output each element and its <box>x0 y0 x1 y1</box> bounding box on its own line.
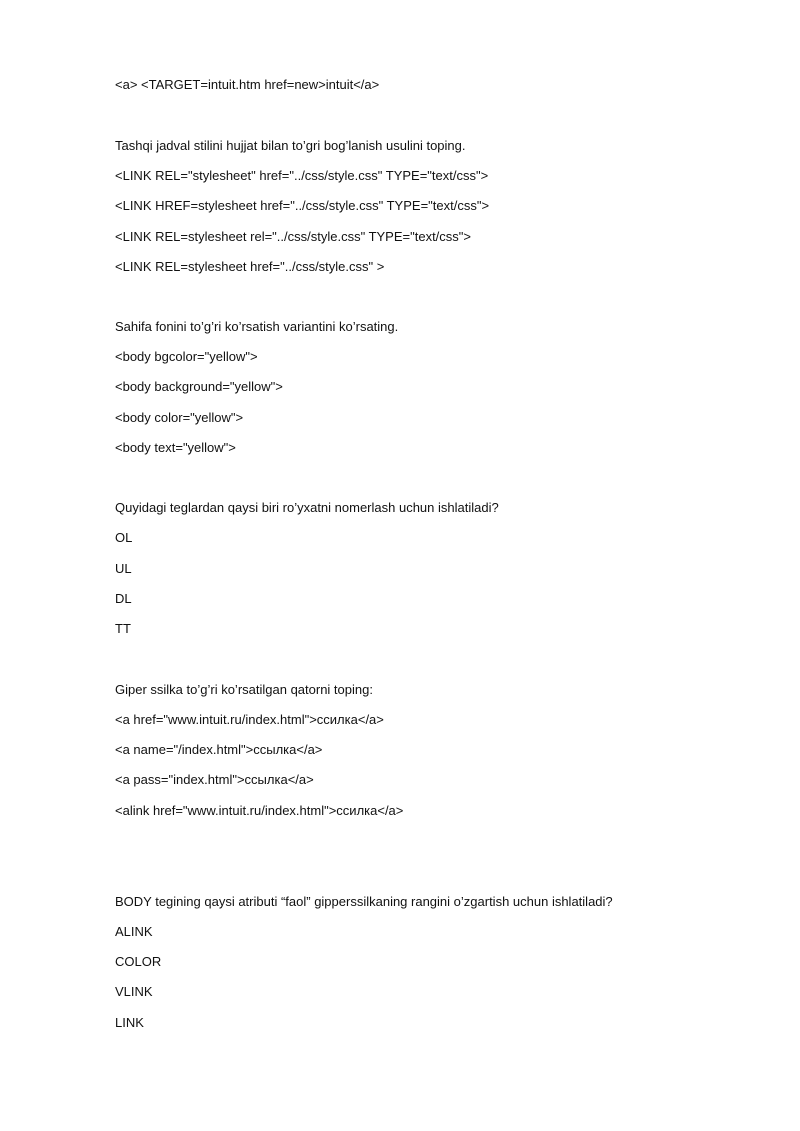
answer-option: DL <box>115 591 132 606</box>
answer-option: <body bgcolor="yellow"> <box>115 349 258 364</box>
answer-option: LINK <box>115 1015 144 1030</box>
question-text: Tashqi jadval stilini hujjat bilan to’gri bog’lanish usulini toping. <box>115 138 466 153</box>
question-text: Sahifa fonini to’g’ri ko’rsatish variantini ko’rsating. <box>115 319 399 334</box>
answer-option: UL <box>115 561 132 576</box>
answer-option: <body color="yellow"> <box>115 410 244 425</box>
answer-option: <body background="yellow"> <box>115 379 283 394</box>
answer-option: VLINK <box>115 984 153 999</box>
answer-option: <a name="/index.html">ссылка</a> <box>115 742 323 757</box>
answer-option: <a pass="index.html">ссылка</a> <box>115 772 314 787</box>
answer-option: <LINK HREF=stylesheet href="../css/style.css" TYPE="text/css"> <box>115 198 490 213</box>
question-text: Quyidagi teglardan qaysi biri ro’yxatni nomerlash uchun ishlatiladi? <box>115 500 499 515</box>
answer-option: <alink href="www.intuit.ru/index.html">ссилка</a> <box>115 803 404 818</box>
answer-option: TT <box>115 621 131 636</box>
question-text: BODY tegining qaysi atributi “faol” gipperssilkaning rangini o’zgartish uchun ishlatiladi? <box>115 894 613 909</box>
answer-option: <LINK REL=stylesheet href="../css/style.css" > <box>115 259 385 274</box>
question-text: Giper ssilka to’g’ri ko’rsatilgan qatorni toping: <box>115 682 373 697</box>
text-line: <a> <TARGET=intuit.htm href=new>intuit</a> <box>115 77 380 92</box>
answer-option: OL <box>115 530 133 545</box>
answer-option: <body text="yellow"> <box>115 440 236 455</box>
answer-option: ALINK <box>115 924 153 939</box>
answer-option: <LINK REL=stylesheet rel="../css/style.css" TYPE="text/css"> <box>115 229 471 244</box>
answer-option: <a href="www.intuit.ru/index.html">ссилка</a> <box>115 712 384 727</box>
answer-option: <LINK REL="stylesheet" href="../css/style.css" TYPE="text/css"> <box>115 168 489 183</box>
answer-option: COLOR <box>115 954 162 969</box>
